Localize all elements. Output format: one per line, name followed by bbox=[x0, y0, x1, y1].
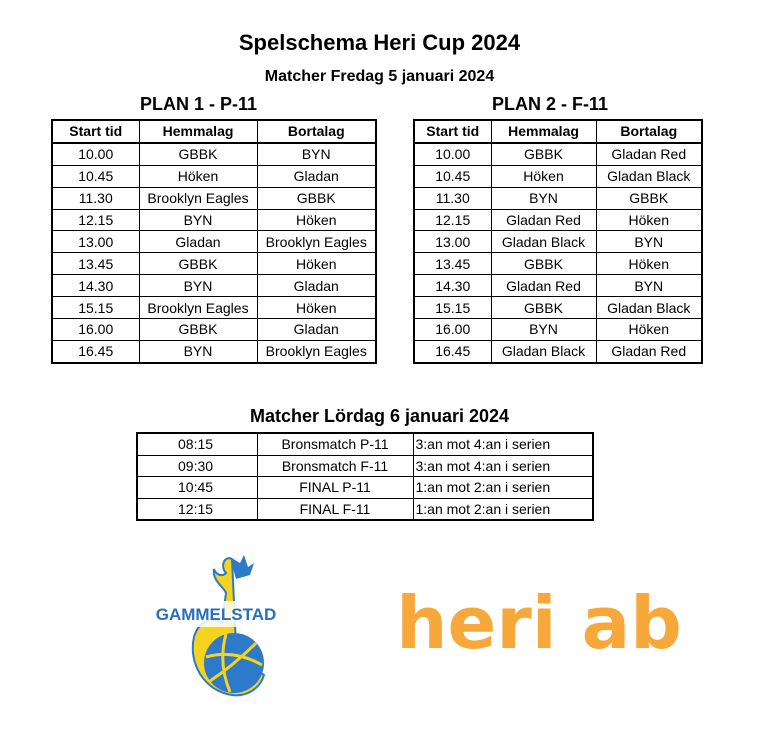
home-team-cell: GBBK bbox=[139, 319, 257, 341]
table-row bbox=[414, 143, 702, 165]
home-team-cell: GBBK bbox=[491, 143, 596, 165]
start-time-cell: 14.30 bbox=[52, 275, 139, 297]
home-team-cell: Höken bbox=[139, 165, 257, 187]
start-time-cell: 16.00 bbox=[52, 319, 139, 341]
home-team-cell: GBBK bbox=[491, 253, 596, 275]
match-cell: FINAL F-11 bbox=[257, 498, 413, 520]
home-team-cell: BYN bbox=[139, 209, 257, 231]
match-cell: Bronsmatch F-11 bbox=[257, 455, 413, 477]
table-row bbox=[137, 433, 593, 455]
table-row bbox=[137, 455, 593, 477]
table-row bbox=[414, 340, 702, 362]
column-header: Hemmalag bbox=[491, 120, 596, 143]
start-time-cell: 14.30 bbox=[414, 275, 491, 297]
table-row bbox=[137, 498, 593, 520]
gammelstad-logo-text: GAMMELSTAD bbox=[155, 605, 277, 624]
away-team-cell: GBBK bbox=[257, 187, 376, 209]
table-row bbox=[52, 143, 376, 165]
home-team-cell: GBBK bbox=[491, 297, 596, 319]
home-team-cell: BYN bbox=[139, 275, 257, 297]
table-row bbox=[414, 187, 702, 209]
away-team-cell: Gladan Black bbox=[596, 297, 702, 319]
plan2-schedule-table bbox=[413, 119, 703, 364]
away-team-cell: Höken bbox=[257, 209, 376, 231]
away-team-cell: Höken bbox=[257, 253, 376, 275]
home-team-cell: BYN bbox=[491, 319, 596, 341]
table-row bbox=[52, 187, 376, 209]
away-team-cell: Gladan Black bbox=[596, 165, 702, 187]
start-time-cell: 16.45 bbox=[52, 340, 139, 362]
table-row bbox=[52, 231, 376, 253]
away-team-cell: BYN bbox=[596, 231, 702, 253]
column-header: Hemmalag bbox=[139, 120, 257, 143]
home-team-cell: GBBK bbox=[139, 143, 257, 165]
home-team-cell: Gladan Red bbox=[491, 275, 596, 297]
column-header: Start tid bbox=[414, 120, 491, 143]
home-team-cell: BYN bbox=[491, 187, 596, 209]
away-team-cell: Brooklyn Eagles bbox=[257, 340, 376, 362]
away-team-cell: Gladan bbox=[257, 275, 376, 297]
match-cell: FINAL P-11 bbox=[257, 477, 413, 499]
saturday-heading: Matcher Lördag 6 januari 2024 bbox=[249, 406, 510, 426]
home-team-cell: Brooklyn Eagles bbox=[139, 187, 257, 209]
home-team-cell: Gladan Black bbox=[491, 231, 596, 253]
away-team-cell: Höken bbox=[257, 297, 376, 319]
table-header-row bbox=[414, 120, 702, 143]
description-cell: 3:an mot 4:an i serien bbox=[413, 455, 593, 477]
start-time-cell: 15.15 bbox=[414, 297, 491, 319]
table-row bbox=[52, 209, 376, 231]
table-row bbox=[52, 253, 376, 275]
start-time-cell: 13.45 bbox=[52, 253, 139, 275]
plan2-title: PLAN 2 - F-11 bbox=[492, 94, 609, 114]
match-cell: Bronsmatch P-11 bbox=[257, 433, 413, 455]
away-team-cell: BYN bbox=[596, 275, 702, 297]
table-row bbox=[52, 340, 376, 362]
time-cell: 10:45 bbox=[137, 477, 257, 499]
time-cell: 08:15 bbox=[137, 433, 257, 455]
table-row bbox=[137, 477, 593, 499]
table-row bbox=[414, 297, 702, 319]
table-row bbox=[52, 319, 376, 341]
start-time-cell: 11.30 bbox=[414, 187, 491, 209]
table-row bbox=[52, 275, 376, 297]
start-time-cell: 13.00 bbox=[52, 231, 139, 253]
start-time-cell: 16.45 bbox=[414, 340, 491, 362]
page-title: Spelschema Heri Cup 2024 bbox=[238, 30, 521, 55]
column-header: Bortalag bbox=[596, 120, 702, 143]
start-time-cell: 16.00 bbox=[414, 319, 491, 341]
start-time-cell: 10.00 bbox=[52, 143, 139, 165]
start-time-cell: 12.15 bbox=[52, 209, 139, 231]
description-cell: 1:an mot 2:an i serien bbox=[413, 477, 593, 499]
table-header-row bbox=[52, 120, 376, 143]
home-team-cell: Brooklyn Eagles bbox=[139, 297, 257, 319]
description-cell: 1:an mot 2:an i serien bbox=[413, 498, 593, 520]
table-row bbox=[52, 165, 376, 187]
start-time-cell: 15.15 bbox=[52, 297, 139, 319]
away-team-cell: Gladan Red bbox=[596, 143, 702, 165]
away-team-cell: Brooklyn Eagles bbox=[257, 231, 376, 253]
home-team-cell: Gladan Red bbox=[491, 209, 596, 231]
away-team-cell: Gladan Red bbox=[596, 340, 702, 362]
table-row bbox=[414, 319, 702, 341]
start-time-cell: 10.45 bbox=[52, 165, 139, 187]
start-time-cell: 12.15 bbox=[414, 209, 491, 231]
time-cell: 12:15 bbox=[137, 498, 257, 520]
home-team-cell: GBBK bbox=[139, 253, 257, 275]
away-team-cell: Höken bbox=[596, 209, 702, 231]
table-row bbox=[52, 297, 376, 319]
table-row bbox=[414, 253, 702, 275]
column-header: Bortalag bbox=[257, 120, 376, 143]
away-team-cell: Höken bbox=[596, 253, 702, 275]
start-time-cell: 11.30 bbox=[52, 187, 139, 209]
friday-heading: Matcher Fredag 5 januari 2024 bbox=[264, 68, 495, 85]
home-team-cell: BYN bbox=[139, 340, 257, 362]
time-cell: 09:30 bbox=[137, 455, 257, 477]
plan1-schedule-table bbox=[51, 119, 377, 364]
gammelstad-logo bbox=[136, 553, 296, 703]
start-time-cell: 10.45 bbox=[414, 165, 491, 187]
start-time-cell: 13.00 bbox=[414, 231, 491, 253]
away-team-cell: Gladan bbox=[257, 319, 376, 341]
home-team-cell: Höken bbox=[491, 165, 596, 187]
column-header: Start tid bbox=[52, 120, 139, 143]
away-team-cell: Gladan bbox=[257, 165, 376, 187]
description-cell: 3:an mot 4:an i serien bbox=[413, 433, 593, 455]
start-time-cell: 10.00 bbox=[414, 143, 491, 165]
away-team-cell: GBBK bbox=[596, 187, 702, 209]
away-team-cell: Höken bbox=[596, 319, 702, 341]
away-team-cell: BYN bbox=[257, 143, 376, 165]
home-team-cell: Gladan bbox=[139, 231, 257, 253]
table-row bbox=[414, 165, 702, 187]
plan1-title: PLAN 1 - P-11 bbox=[140, 94, 258, 114]
table-row bbox=[414, 209, 702, 231]
table-row bbox=[414, 275, 702, 297]
saturday-schedule-table bbox=[136, 432, 594, 521]
table-row bbox=[414, 231, 702, 253]
home-team-cell: Gladan Black bbox=[491, 340, 596, 362]
heri-ab-logo bbox=[384, 578, 694, 668]
start-time-cell: 13.45 bbox=[414, 253, 491, 275]
heri-ab-logo-text: heri ab bbox=[396, 581, 682, 665]
